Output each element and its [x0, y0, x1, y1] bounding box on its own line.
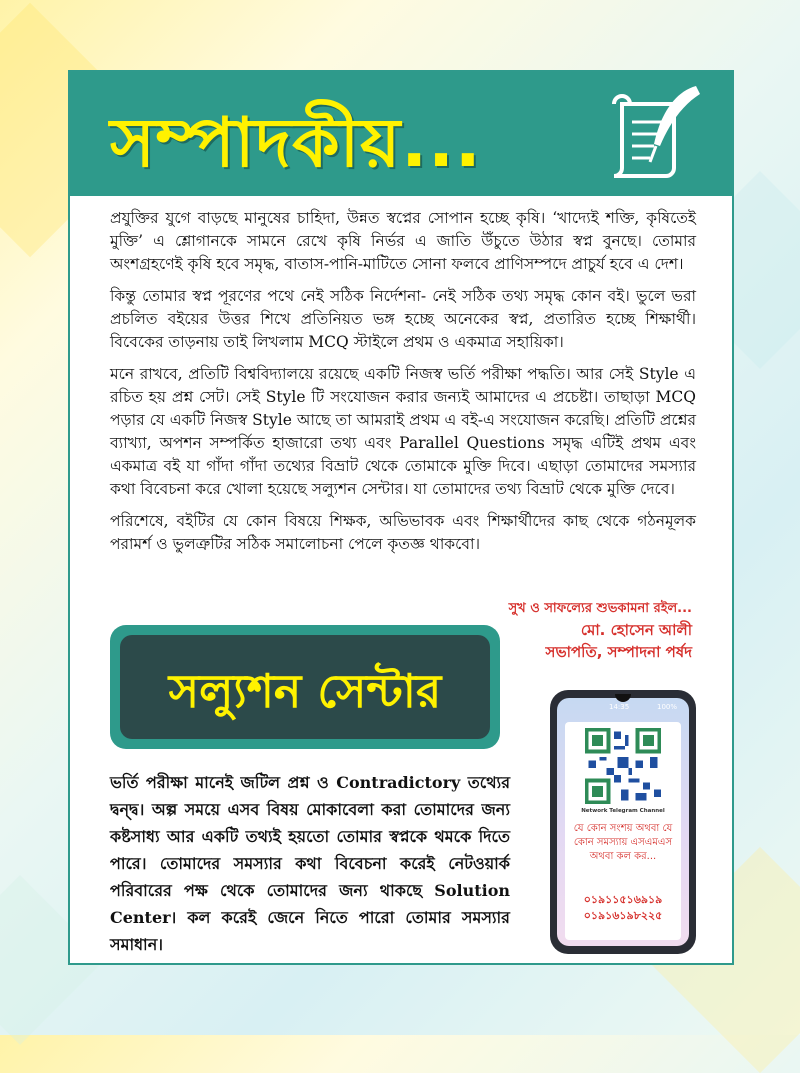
- editorial-paragraph: মনে রাখবে, প্রতিটি বিশ্ববিদ্যালয়ে রয়েছে একটি নিজস্ব ভর্তি পরীক্ষা পদ্ধতি। আর সেই Style এ রচিত হয় প্রশ্ন সেট। সেই Style টি সংযোজন করার জন্যই আমাদের এ প্রচেষ্টা। তাছাড়া MCQ পড়ার যে একটি নিজস্ব Style আছে তা আমরাই প্রথম এ বই-এ সংযোজন করেছি। প্রতিটি প্রশ্নের ব্যাখ্যা, অপশন সম্পর্কিত হাজারো তথ্য এবং Parallel Questions সমৃদ্ধ এটিই প্রথম এবং একমাত্র বই যা গাঁদা গাঁদা তথ্যের বিভ্রাট থেকে তোমাকে মুক্তি দিবে। এছাড়া তোমাদের সমস্যার কথা বিবেচনা করে খোলা হয়েছে সল্যুশন সেন্টার। যা তোমাদের তথ্য বিভ্রাট থেকে মুক্তি দেবে।: [110, 365, 696, 498]
- editorial-paragraph: প্রযুক্তির যুগে বাড়ছে মানুষের চাহিদা, উন্নত স্বপ্নের সোপান হচ্ছে কৃষি। ‘খাদ্যেই শক্তি, কৃষিতেই মুক্তি’ এ শ্লোগানকে সামনে রেখে কৃষি নির্ভর এ জাতি উঁচুতে উঠার স্বপ্ন বুনছে। তোমার অংশগ্রহণেই কৃষি হবে সমৃদ্ধ, বাতাস-পানি-মাটিতে সোনা ফলবে প্রাণিসম্পদে প্রাচুর্য হবে এ দেশ।: [110, 209, 696, 273]
- signoff-role: সভাপতি, সম্পাদনা পর্ষদ: [545, 643, 692, 661]
- phone-number[interactable]: ০১৯১৬১৯৮২২৫: [583, 909, 663, 922]
- solution-center-title: সল্যুশন সেন্টার: [168, 664, 442, 718]
- phone-illustration: [550, 690, 696, 954]
- qr-code-icon: [585, 728, 661, 804]
- solution-center-banner: [110, 625, 500, 749]
- signoff-name: মো. হোসেন আলী: [580, 621, 692, 639]
- phone-time: 14:35: [609, 703, 630, 711]
- editorial-paragraph: কিন্তু তোমার স্বপ্ন পূরণের পথে নেই সঠিক নির্দেশনা- নেই সঠিক তথ্য সমৃদ্ধ কোন বই। ভুলে ভরা প্রচলিত বইয়ের উত্তর শিখে প্রতিনিয়ত ভঙ্গ হচ্ছে অনেকের স্বপ্ন, প্রতারিত হচ্ছে শিক্ষার্থী। বিবেকের তাড়নায় তাই লিখলাম MCQ স্টাইলে প্রথম ও একমাত্র সহায়িকা।: [110, 287, 696, 351]
- signoff-greeting: সুখ ও সাফল্যের শুভকামনা রইল...: [508, 601, 692, 616]
- editorial-text: [110, 207, 696, 565]
- editorial-paragraph: পরিশেষে, বইটির যে কোন বিষয়ে শিক্ষক, অভিভাবক এবং শিক্ষার্থীদের কাছ থেকে গঠনমূলক পরামর্শ ও ভুলত্রুটির সঠিক সমালোচনা পেলে কৃতজ্ঞ থাকবো।: [110, 512, 696, 553]
- solution-center-banner-inner: [120, 635, 490, 739]
- solution-center-text: ভর্তি পরীক্ষা মানেই জটিল প্রশ্ন ও Contradictory তথ্যের দ্বন্দ্ব। অল্প সময়ে এসব বিষয় মোকাবেলা করা তোমাদের জন্য কষ্টসাধ্য আর একটি তথ্যই হয়তো তোমার স্বপ্নকে থমকে দিতে পারে। তোমাদের সমস্যার কথা বিবেচনা করেই নেটওয়ার্ক পরিবারের পক্ষ থেকে তোমাদের জন্য থাকছে Solution Center। কল করেই জেনে নিতে পারো তোমার সমস্যার সমাধান।: [110, 773, 510, 954]
- phone-status-bar: [557, 700, 689, 716]
- phone-card: [565, 722, 681, 940]
- phone-number[interactable]: ০১৯১১৫১৬৯১৯: [583, 893, 663, 906]
- editorial-header: [70, 72, 732, 196]
- phone-battery: 100%: [656, 703, 677, 711]
- page-frame: [68, 70, 734, 965]
- contact-message: যে কোন সংশয় অথবা যে কোন সমস্যায় এসএমএস অথবা কল কর...: [573, 823, 673, 862]
- qr-caption: Network Telegram Channel: [581, 808, 665, 814]
- signoff: [509, 599, 692, 663]
- page-title: সম্পাদকীয়...: [110, 104, 482, 183]
- phone-numbers: [565, 892, 681, 924]
- phone-screen: [557, 698, 689, 946]
- quill-scroll-icon: [604, 82, 704, 186]
